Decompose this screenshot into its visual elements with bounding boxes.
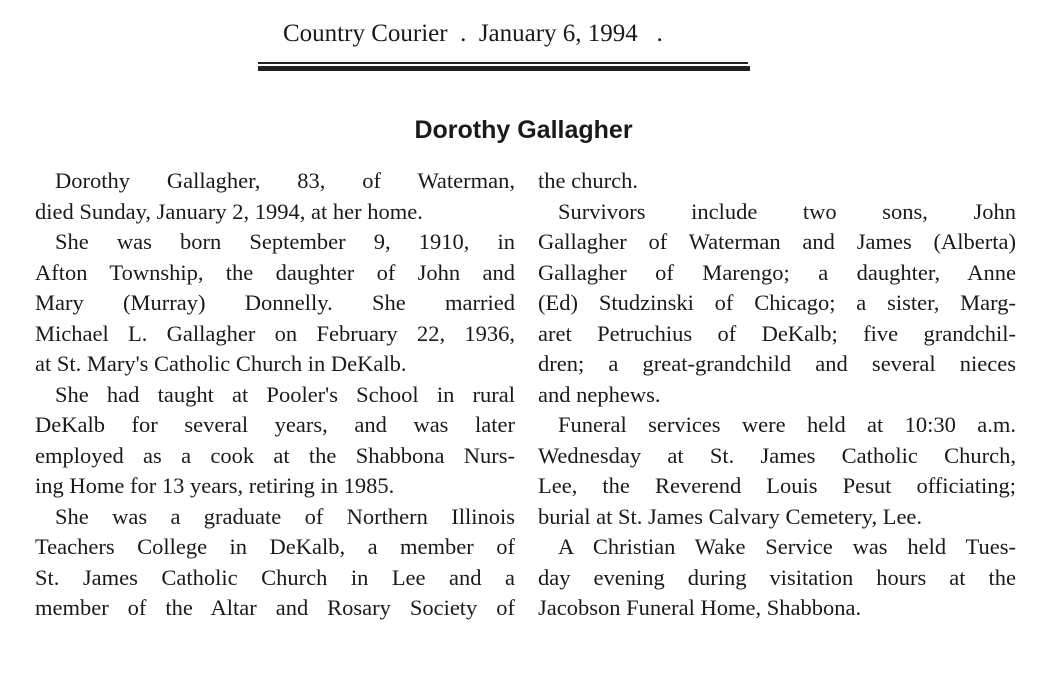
text-line: day evening during visitation hours at the [538, 564, 1016, 590]
text-line: Mary (Murray) Donnelly. She married [35, 290, 515, 315]
text-line: She was born September 9, 1910, in [55, 229, 515, 254]
text-line: Lee, the Reverend Louis Pesut officiating; [538, 473, 1016, 498]
right-column [538, 166, 1016, 624]
text-line: Michael L. Gallagher on February 22, 1936, [35, 320, 515, 346]
newspaper-header: Country Courier . January 6, 1994 . [283, 20, 663, 47]
text-line: aret Petruchius of DeKalb; five grandchil- [538, 320, 1016, 346]
text-line: She was a graduate of Northern Illinois [55, 503, 515, 529]
header-rule-thick [258, 66, 750, 71]
text-line: (Ed) Studzinski of Chicago; a sister, Marg- [538, 290, 1016, 315]
text-line: St. James Catholic Church in Lee and a [35, 564, 515, 590]
text-line: Gallagher of Waterman and James (Alberta) [538, 229, 1016, 254]
text-line: and nephews. [538, 381, 661, 407]
obituary-title [0, 116, 1047, 145]
text-line: employed as a cook at the Shabbona Nurs- [35, 442, 515, 468]
text-line: Dorothy Gallagher, 83, of Waterman, [55, 168, 515, 193]
text-line: dren; a great-grandchild and several nieces [538, 351, 1016, 376]
text-line: A Christian Wake Service was held Tues- [558, 534, 1016, 559]
text-line: died Sunday, January 2, 1994, at her home. [35, 198, 423, 224]
obituary-title-text: Dorothy Gallagher [414, 116, 633, 144]
text-line: Wednesday at St. James Catholic Church, [538, 442, 1016, 468]
text-line: Survivors include two sons, John [558, 198, 1016, 224]
text-line: She had taught at Pooler's School in rural [55, 381, 515, 407]
text-line: at St. Mary's Catholic Church in DeKalb. [35, 351, 407, 376]
text-line: burial at St. James Calvary Cemetery, Lee. [538, 503, 923, 529]
text-line: DeKalb for several years, and was later [35, 412, 515, 437]
text-line: Jacobson Funeral Home, Shabbona. [538, 595, 862, 620]
left-column [35, 166, 515, 624]
text-line: Gallagher of Marengo; a daughter, Anne [538, 259, 1016, 285]
text-line: the church. [538, 168, 638, 193]
header-rule-thin [258, 62, 748, 64]
text-line: ing Home for 13 years, retiring in 1985. [35, 473, 395, 498]
text-line: Teachers College in DeKalb, a member of [35, 534, 515, 559]
text-line: Funeral services were held at 10:30 a.m. [558, 412, 1016, 437]
text-line: member of the Altar and Rosary Society of [35, 595, 515, 620]
text-line: Afton Township, the daughter of John and [35, 259, 515, 285]
